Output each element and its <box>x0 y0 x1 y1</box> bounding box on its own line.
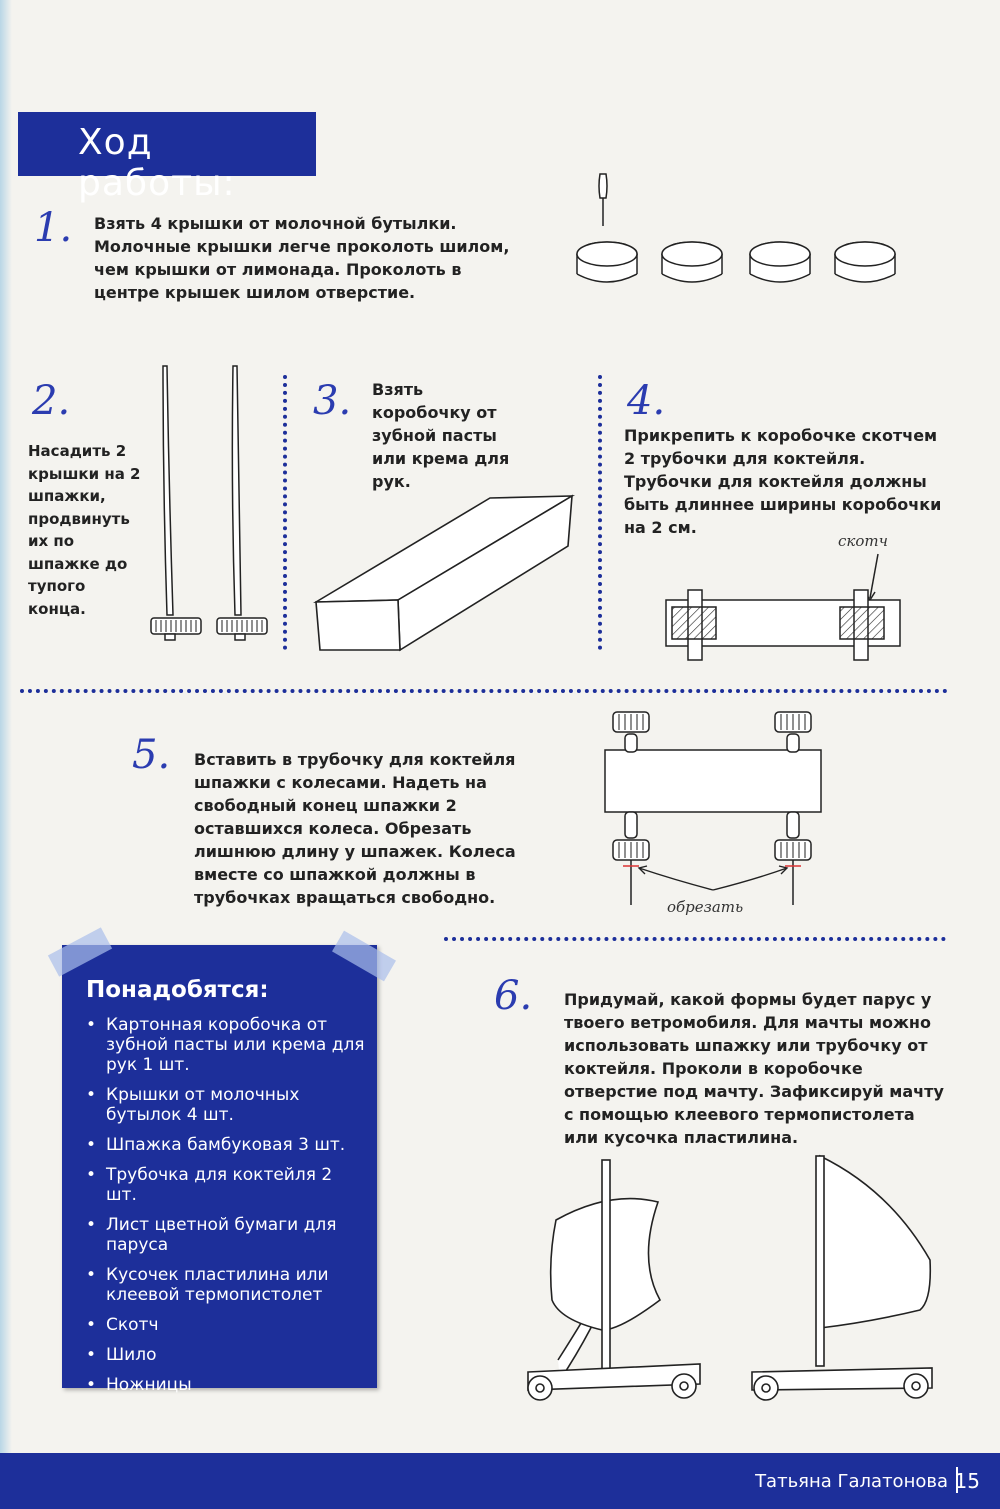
step-6-number: 6. <box>494 973 533 1019</box>
divider-vertical-2 <box>598 375 602 650</box>
materials-item: • Шпажка бамбуковая 3 шт. <box>82 1135 367 1155</box>
caps-and-awl-illustration <box>570 168 910 293</box>
materials-item: • Лист цветной бумаги для паруса <box>82 1215 367 1255</box>
materials-item: • Скотч <box>82 1315 367 1335</box>
materials-heading: Понадобятся: <box>86 977 269 1003</box>
materials-item: • Картонная коробочка от зубной пасты или крема для рук 1 шт. <box>82 1015 367 1075</box>
materials-card <box>62 945 377 1395</box>
materials-item: • Крышки от молочных бутылок 4 шт. <box>82 1085 367 1125</box>
step-4-number: 4. <box>627 378 666 424</box>
sail-cars-illustration <box>520 1150 940 1405</box>
cut-label: обрезать <box>667 898 744 916</box>
step-5-number: 5. <box>132 732 171 778</box>
step-3-text: Взять коробочку от зубной пасты или крема для рук. <box>372 380 510 491</box>
materials-list <box>82 1015 367 1405</box>
skewers-with-caps-illustration <box>145 360 275 645</box>
step-3-number: 3. <box>313 378 352 424</box>
materials-item: • Шило <box>82 1345 367 1365</box>
page-edge <box>0 0 12 1509</box>
step-2-number: 2. <box>32 378 71 424</box>
step-5-text: Вставить в трубочку для коктейля шпажки с колесами. Надеть на свободный конец шпажки 2 оставшихся колеса. Обрезать лишнюю длину у шпажек. Колеса вместе со шпажкой должны в трубочках вращаться свободно. <box>194 750 516 907</box>
section-title-box <box>18 112 316 204</box>
materials-item: • Трубочка для коктейля 2 шт. <box>82 1165 367 1205</box>
author-name: Татьяна Галатонова <box>755 1471 948 1492</box>
page-footer <box>0 1453 1000 1509</box>
step-1-number: 1. <box>34 205 73 251</box>
divider-horizontal-1 <box>20 689 948 693</box>
step-4-text: Прикрепить к коробочке скотчем 2 трубочки для коктейля. Трубочки для коктейля должны быть длиннее ширины коробочки на 2 см. <box>624 426 942 537</box>
step-2-text: Насадить 2 крышки на 2 шпажки, продвинуть их по шпажке до тупого конца. <box>28 442 141 618</box>
materials-item: • Ножницы <box>82 1375 367 1395</box>
divider-horizontal-2 <box>444 937 946 941</box>
page-number: 15 <box>954 1469 980 1493</box>
materials-item: • Кусочек пластилина или клеевой термопистолет <box>82 1265 367 1305</box>
divider-vertical-1 <box>283 375 287 650</box>
step-6-text: Придумай, какой формы будет парус у твоего ветромобиля. Для мачты можно использовать шпажку или трубочку от коктейля. Проколи в коробочке отверстие под мачту. Зафиксируй мачту с помощью клеевого термопистолета или кусочка пластилина. <box>564 990 944 1147</box>
chassis-with-wheels-illustration <box>595 700 835 920</box>
tape-label: скотч <box>838 532 888 550</box>
step-1-text: Взять 4 крышки от молочной бутылки. Молочные крышки легче проколоть шилом, чем крышки от лимонада. Проколоть в центре крышек шилом отверстие. <box>94 214 510 302</box>
section-title: Ход работы: <box>78 122 236 204</box>
toothpaste-box-illustration <box>310 490 580 660</box>
box-with-straws-illustration <box>660 528 910 668</box>
